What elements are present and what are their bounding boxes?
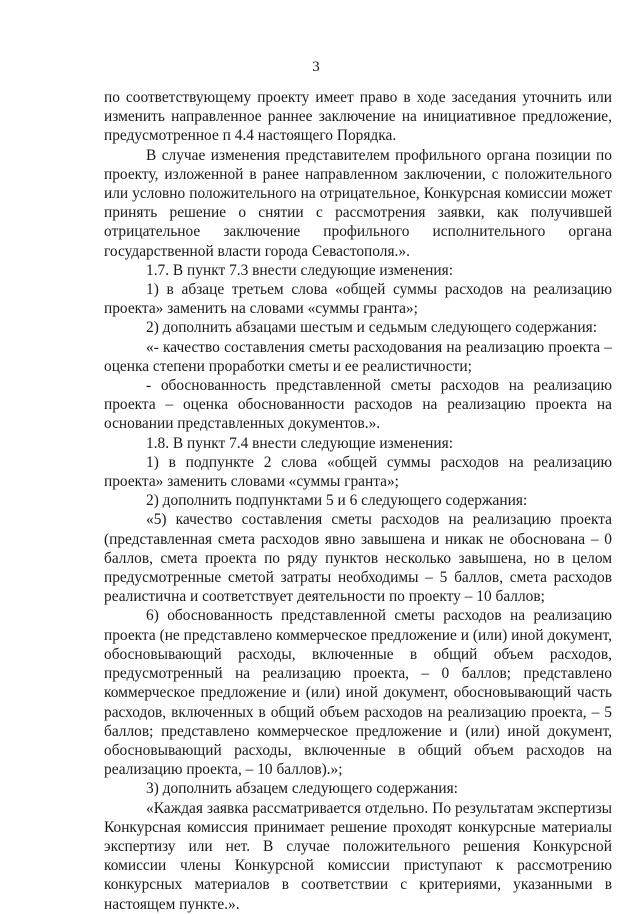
paragraph: «5) качество составления сметы расходов на реализацию проекта (представленная смета расходов явно завышена и никак не обоснована – 0 баллов, смета проекта по ряду пунктов несколько завышена, но в целом предусмотренные сметой затраты необходимы – 5 баллов, смета расходов реалистична и соответствует деятельности по проекту – 10 баллов; [104, 511, 612, 606]
paragraph: по соответствующему проекту имеет право в ходе заседания уточнить или изменить направленное раннее заключение на инициативное предложение, предусмотренное п 4.4 настоящего Порядка. [104, 89, 612, 145]
document-body [104, 88, 612, 914]
paragraph: 3) дополнить абзацем следующего содержания: [146, 780, 458, 798]
paragraph: 1) в подпункте 2 слова «общей суммы расходов на реализацию проекта» заменить словами «суммы гранта»; [104, 453, 612, 491]
page-number: 3 [312, 59, 320, 75]
paragraph: 2) дополнить подпунктами 5 и 6 следующего содержания: [146, 492, 528, 510]
paragraph: 1) в абзаце третьем слова «общей суммы расходов на реализацию проекта» заменить на словами «суммы гранта»; [104, 281, 612, 318]
paragraph: 1.8. В пункт 7.4 внести следующие изменения: [146, 434, 454, 452]
paragraph: 2) дополнить абзацами шестым и седьмым следующего содержания: [146, 319, 597, 337]
paragraph: 6) обоснованность представленной сметы расходов на реализацию проекта (не представлено коммерческое предложение и (или) иной документ, обосновывающий расходы, включенные в общий объем расходов, предусмотренный на реализацию проекта, – 0 баллов; представлено коммерческое предложение и (или) иной документ, обосновывающий часть расходов, включенных в общий объем расходов на реализацию проекта, – 5 баллов; представлено коммерческое предложение и (или) иной документ, обосновывающий расходы, включенные в общий объем расходов на реализацию проекта, – 10 баллов).»; [104, 607, 612, 779]
paragraph: 1.7. В пункт 7.3 внести следующие изменения: [146, 261, 454, 279]
paragraph: «Каждая заявка рассматривается отдельно. По результатам экспертизы Конкурсная комиссия принимает решение проходят конкурсные материалы экспертизу или нет. В случае положительного решения Конкурсной комиссии члены Конкурсной комиссии приступают к рассмотрению конкурсных материалов в соответствии с критериями, указанными в настоящем пункте.». [104, 799, 612, 913]
paragraph: - обоснованность представленной сметы расходов на реализацию проекта – оценка обоснованности расходов на реализацию проекта на основании представленных документов.». [104, 377, 612, 433]
paragraph: «- качество составления сметы расходования на реализацию проекта – оценка степени проработки сметы и ее реалистичности; [104, 338, 612, 375]
paragraph: В случае изменения представителем профильного органа позиции по проекту, изложенной в ранее направленном заключении, с положительного или условно положительного на отрицательное, Конкурсная комиссии может принять решение о снятии с рассмотрения заявки, как получившей отрицательное заключение профильного исполнительного органа государственной власти города Севастополя.». [104, 146, 612, 260]
